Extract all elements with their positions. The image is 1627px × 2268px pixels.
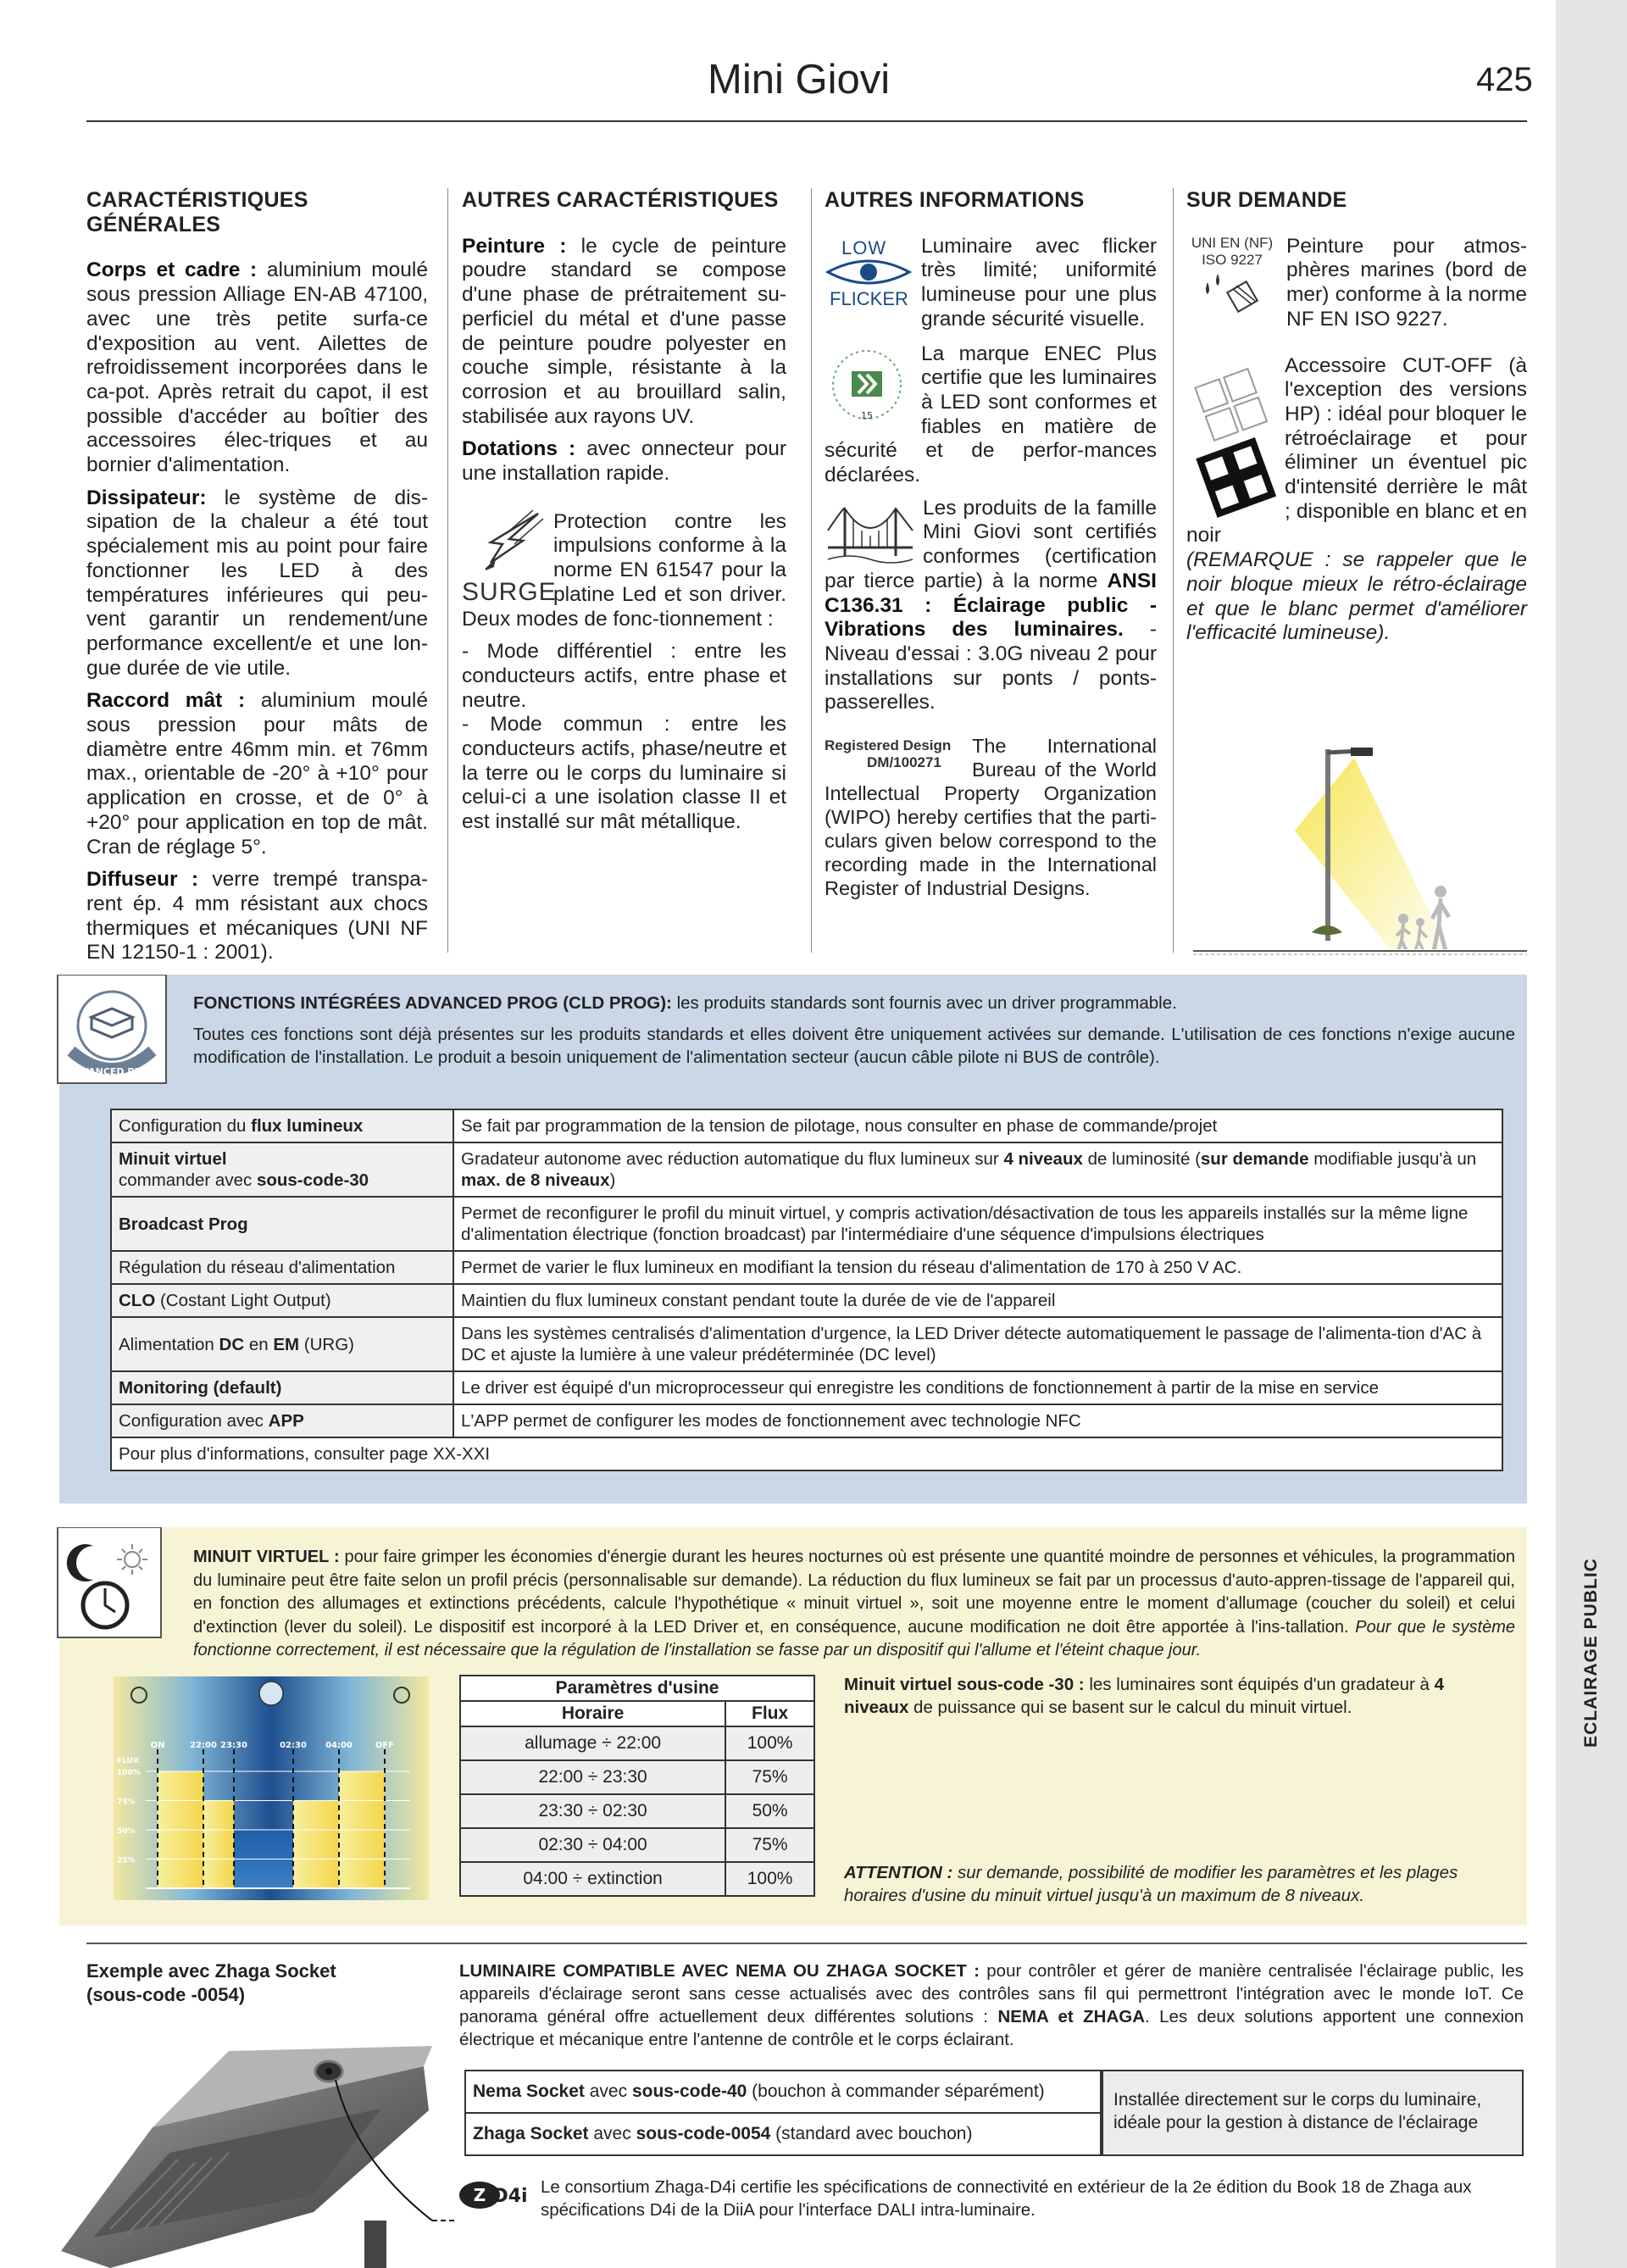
zhaga-d4i-logo [458,2176,534,2214]
function-description: Maintien du flux lumineux constant pendant toute la durée de vie de l'appareil [453,1284,1502,1317]
param-flux: 100% [725,1862,814,1896]
advanced-prog-intro: Toutes ces fonctions sont déjà présentes sur les produits standards et elles doivent être uniquement activées sur demande. L'utilisation de ces fonctions n'exige aucune modification de l'installation. Le produit a besoin uniquement de l'alimentation secteur (aucun câble pilote ni BUS de contrôle). [193,1025,1515,1067]
time-label: 02:30 [280,1741,307,1750]
function-row [111,1142,1502,1197]
bridge-icon [825,497,916,568]
dissipateur-paragraph: Dissipateur: le système de dis-sipation de la chaleur a été tout spécialement mis au point pour faire fonctionner les LED à des températures inférieures qui peu-vent garantir un rendement/une performance excellent/e et une lon-gue durée de vie utile. [86,486,428,680]
param-row [460,1862,814,1896]
function-label: Régulation du réseau d'alimentation [111,1251,453,1284]
param-flux: 75% [725,1760,814,1794]
param-flux: 50% [725,1794,814,1828]
param-horaire: allumage ÷ 22:00 [460,1726,725,1760]
function-description: L'APP permet de configurer les modes de fonctionnement avec technologie NFC [453,1404,1502,1437]
dotations-paragraph: Dotations : avec onnecteur pour une installation rapide. [462,437,786,486]
flicker-text: Luminaire avec flicker très limité; uniformité lumineuse pour une plus grande sécurité visuelle. [921,234,1157,331]
low-flicker-icon: LOW FLICKER [830,236,908,309]
advanced-functions-table [110,1109,1503,1471]
function-row [111,1404,1502,1437]
moon-sun-icon [54,1527,164,1641]
param-row [460,1828,814,1862]
param-horaire: 22:00 ÷ 23:30 [460,1760,725,1794]
param-row [460,1760,814,1794]
surge-label: SURGE [462,578,557,607]
ansi-text: Les produits de la famille Mini Giovi sont certifiés conformes (certification par tierce partie) à la norme ANSI C136.31 : Éclairage public - Vibrations des luminaires. - Niveau d'essai : 3.0G niveau 2 pour installations sur ponts / ponts-passerelles. [825,496,1158,714]
surge-text: Protection contre les impulsions conforme à la norme EN 61547 pour la platine Led et son driver. Deux modes de fonc-tionnement : [462,509,786,631]
time-label: 22:00 [190,1741,217,1750]
function-description: Permet de reconfigurer le profil du minuit virtuel, y compris activation/désactivation de tous les appareils installés sur la même ligne d'alimentation électrique (fonction broadcast) par l'intermédiaire d'une séquence d'impulsions électriques [453,1197,1502,1251]
function-label: Monitoring (default) [111,1371,453,1404]
registered-design-text: The International Bureau of the World Intellectual Property Organization (WIPO) hereby certifies that the parti-culars given below correspond to the recording made in the International Register of Industrial Designs. [825,735,1157,900]
level-label: 75% [117,1798,136,1807]
level-label: 100% [117,1769,141,1777]
street-light-illustration [1193,737,1527,958]
svg-text:15: 15 [861,409,873,421]
minuit-subcode-note: Minuit virtuel sous-code -30 : les luminaires sont équipés d'un gradateur à 4 niveaux de puissance qui se basent sur le calcul du minuit virtuel. [844,1675,1445,1717]
mode-commun: - Mode commun : entre les conducteurs actifs, phase/neutre et la terre ou le corps du luminaire si celui-ci a une isolation classe II et est installé sur mât métallique. [462,713,786,834]
param-flux: 75% [725,1828,814,1862]
diffuseur-paragraph: Diffuseur : verre trempé transpa-rent ép. 4 mm résistant aux chocs thermiques et mécaniques (UNI NF EN 12150-1 : 2001). [86,868,428,964]
flux-bar [203,1801,234,1889]
flux-axis-label: FLUX [117,1757,139,1765]
socket-installation-note: Installée directement sur le corps du luminaire, idéale pour la gestion à distance de l'éclairage [1102,2070,1524,2156]
sidebar-section-label: ECLAIRAGE PUBLIC [1581,1558,1601,1748]
cutoff-block [1186,354,1527,646]
level-label: 25% [117,1856,136,1865]
time-label: ON [150,1741,165,1750]
flicker-block [825,235,1157,332]
enec-text: La marque ENEC Plus certifie que les luminaires à LED sont conformes et fiables en matière de sécurité et de perfor-mances déclarées. [825,342,1157,487]
col-heading: SUR DEMANDE [1186,188,1347,212]
raccord-paragraph: Raccord mât : aluminium moulé sous pression pour mâts de diamètre entre 46mm min. et 76mm max., orientable de -20° à +10° pour application en crosse, et de 0° à +20° pour application en top de mât. Cran de réglage 5°. [86,689,428,859]
luminaire-compatible-text: LUMINAIRE COMPATIBLE AVEC NEMA OU ZHAGA SOCKET : pour contrôler et gérer de manière centralisée l'éclairage public, les appareils d'éclairage seront sans cesse actualisés avec des contrôles sans fil qui permettront l'intégration avec le monde IoT. Ce panorama général offre actuellement deux différentes solutions : NEMA et ZHAGA. Les deux solutions apportent une connexion électrique et mécanique entre l'antenne de contrôle et le corps éclairant. [459,1961,1524,2049]
function-description: Le driver est équipé d'un microprocesseur qui enregistre les conditions de fonctionnement à partir de la mise en service [453,1371,1502,1404]
zhaga-d4i-text: Le consortium Zhaga-D4i certifie les spécifications de connectivité en extérieur de la 2e édition du Book 18 de Zhaga aux spécifications D4i de la DiiA pour l'interface DALI intra-luminaire. [541,2177,1472,2220]
function-label: Alimentation DC en EM (URG) [111,1317,453,1371]
function-description: Gradateur autonome avec réduction automatique du flux lumineux sur 4 niveaux de luminosité (sur demande modifiable jusqu'à un max. de 8 niveaux) [453,1142,1502,1197]
registered-design-block [825,734,1157,900]
svg-text:D4i: D4i [492,2186,528,2207]
advanced-prog-title: FONCTIONS INTÉGRÉES ADVANCED PROG (CLD PROG): les produits standards sont fournis avec un driver programmable. [193,993,1177,1013]
zhaga-example-heading: Exemple avec Zhaga Socket (sous-code -0054) [86,1960,336,2005]
flux-bar [293,1801,339,1889]
advanced-prog-icon [54,975,169,1085]
iso-text: Peinture pour atmos-phères marines (bord de mer) conforme à la norme NF EN ISO 9227. [1286,234,1527,331]
cutoff-accessory-icon [1186,354,1278,524]
param-horaire: 02:30 ÷ 04:00 [460,1828,725,1862]
function-row [111,1251,1502,1284]
function-row [111,1371,1502,1404]
param-col-horaire: Horaire [460,1701,725,1726]
level-label: 50% [117,1827,136,1836]
column-divider [811,188,812,953]
surge-block [462,510,786,632]
time-label: 23:30 [220,1741,247,1750]
title-divider [86,120,1527,122]
socket-options-table [464,2070,1102,2156]
corps-paragraph: Corps et cadre : aluminium moulé sous pression Alliage EN-AB 47100, avec une très petite surfa-ce d'exposition au vent. Ailettes de refroidissement incorporées dans le ca-pot. Après retrait du capot, il est possible d'accéder au boîtier des accessoires élec-triques et au bornier d'alimentation. [86,258,428,477]
col-general [86,188,428,974]
attention-note: ATTENTION : sur demande, possibilité de modifier les paramètres et les plages horaires d'usine du minuit virtuel jusqu'à un maximum de 8 niveaux. [844,1863,1458,1905]
svg-text:Z: Z [473,2185,486,2205]
col-heading: AUTRES CARACTÉRISTIQUES [462,188,779,212]
surge-icon [462,510,557,607]
section-divider [86,1943,1527,1944]
param-table-caption: Paramètres d'usine [460,1676,814,1701]
luminaire-zhaga-illustration [59,2017,458,2268]
function-label: Minuit virtuel commander avec sous-code-30 [111,1142,453,1197]
col-heading: AUTRES INFORMATIONS [825,188,1085,212]
advanced-prog-text [193,992,1515,1077]
time-label: 04:00 [325,1741,353,1750]
column-divider [1173,188,1174,953]
cutoff-note: (REMARQUE : se rappeler que le noir bloque mieux le rétro-éclairage et que le blanc permet d'améliorer l'efficacité lumineuse). [1186,548,1527,645]
minuit-virtuel-text: MINUIT VIRTUEL : pour faire grimper les économies d'énergie durant les heures nocturnes où est présente une quantité moindre de personnes et véhicules, la programmation du luminaire peut être faite selon un profil précis (personnalisable sur demande). La réduction du flux lumineux se fait par un processus d'auto-appren-tissage de l'appareil qui, en fonction des allumages et extinctions précédents, calcule l'hypothétique « minuit virtuel », soit une moyenne entre le moment d'allumage (coucher du soleil) et celui d'extinction (lever du soleil). Le dispositif est incorporé à la LED Driver et, en conséquence, aucune modification ne doit être apportée à l'ins-tallation. Pour que le système fonctionne correctement, il est nécessaire que la régulation de l'installation se fasse par un dispositif qui l'allume et l'éteint chaque jour. [193,1548,1515,1659]
function-description: Dans les systèmes centralisés d'alimentation d'urgence, la LED Driver détecte automatiquement le passage de l'alimenta-tion d'AC à DC et ajuste la lumière à une valeur prédéterminée (DC level) [453,1317,1502,1371]
enec-block [825,342,1157,488]
moon-icon [259,1682,283,1705]
function-row [111,1284,1502,1317]
enec-plus-icon [825,342,913,427]
param-horaire: 04:00 ÷ extinction [460,1862,725,1896]
nema-socket-row: Nema Socket avec sous-code-40 (bouchon à commander séparément) [465,2071,1101,2113]
factory-parameters-table [459,1675,815,1897]
more-info-footer: Pour plus d'informations, consulter page XX-XXI [111,1437,1502,1470]
page-title: Mini Giovi [708,57,891,103]
dimming-profile-graph [114,1676,429,1900]
function-label: Broadcast Prog [111,1197,453,1251]
function-row [111,1317,1502,1371]
function-row [111,1197,1502,1251]
col-other-features [462,188,786,843]
peinture-paragraph: Peinture : le cycle de peinture poudre standard se compose d'une phase de prétraitement su-perficiel du métal et d'une passe de peinture poudre polyester en couche simple, résistante à la corrosion et au brouillard salin, stabilisée aux rayons UV. [462,234,787,428]
function-label: Configuration du flux lumineux [111,1109,453,1142]
function-label: Configuration avec APP [111,1404,453,1437]
svg-text:ADVANCED PROG: ADVANCED PROG [66,1066,158,1077]
param-row [460,1726,814,1760]
sidebar-strip [1556,0,1627,2268]
function-description: Permet de varier le flux lumineux en modifiant la tension du réseau d'alimentation de 170 à 250 V AC. [453,1251,1502,1284]
param-horaire: 23:30 ÷ 02:30 [460,1794,725,1828]
registered-design-label: Registered Design DM/100271 [825,737,952,771]
param-col-flux: Flux [725,1701,814,1726]
iso-9227-icon: UNI EN (NF) ISO 9227 [1186,235,1278,328]
cutoff-text: Accessoire CUT-OFF (à l'exception des versions HP) : idéal pour bloquer le rétroéclairage et pour éliminer un éventuel pic d'intensité derrière le mât ; disponible en blanc et en noir [1186,353,1527,548]
param-flux: 100% [725,1726,814,1760]
col-heading: CARACTÉRISTIQUES GÉNÉRALES [86,188,308,236]
function-label: CLO (Costant Light Output) [111,1284,453,1317]
ansi-block [825,497,1157,715]
time-label: OFF [375,1741,395,1750]
function-row [111,1109,1502,1142]
page-number: 425 [1476,61,1533,98]
mode-differentiel: - Mode différentiel : entre les conducteurs actifs, entre phase et neutre. [462,640,786,712]
col-on-demand [1186,188,1527,654]
zhaga-socket-row: Zhaga Socket avec sous-code-0054 (standard avec bouchon) [465,2113,1101,2155]
col-other-info [825,188,1157,909]
iso-block [1186,235,1527,332]
column-divider [447,188,448,953]
function-description: Se fait par programmation de la tension de pilotage, nous consulter en phase de commande/projet [453,1109,1502,1142]
param-row [460,1794,814,1828]
